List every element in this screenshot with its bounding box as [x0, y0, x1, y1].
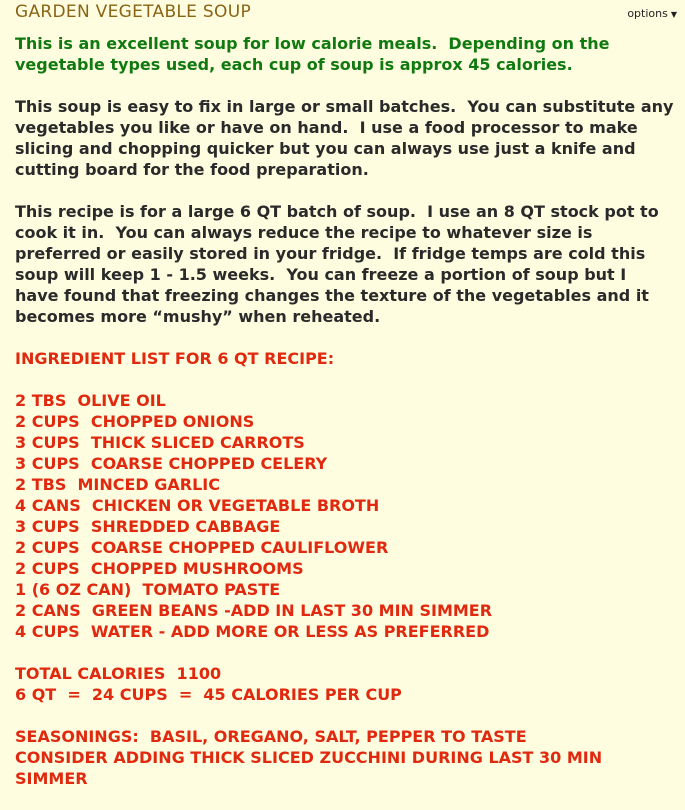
ingredients-heading-block — [15, 348, 680, 369]
ingredient-list — [15, 390, 680, 642]
text-line: preferred or easily stored in your fridge. If fridge temps are cold this — [15, 244, 646, 263]
text-line: This recipe is for a large 6 QT batch of soup. I use an 8 QT stock pot to — [15, 202, 659, 221]
ingredient-item: 3 CUPS COARSE CHOPPED CELERY — [15, 454, 328, 473]
text-line: vegetables you like or have on hand. I use a food processor to make — [15, 118, 638, 137]
page-header — [0, 0, 685, 30]
ingredient-item: 1 (6 OZ CAN) TOMATO PASTE — [15, 580, 281, 599]
ingredient-item: 2 CUPS CHOPPED MUSHROOMS — [15, 559, 304, 578]
batch-paragraph — [15, 96, 680, 180]
calorie-totals — [15, 663, 680, 705]
recipe-size-paragraph — [15, 201, 680, 327]
ingredient-item: 3 CUPS SHREDDED CABBAGE — [15, 517, 281, 536]
text-line: soup will keep 1 - 1.5 weeks. You can freeze a portion of soup but I — [15, 265, 627, 284]
text-line: becomes more “mushy” when reheated. — [15, 307, 381, 326]
options-menu[interactable] — [627, 7, 677, 20]
seasonings-line: SEASONINGS: BASIL, OREGANO, SALT, PEPPER TO TASTE — [15, 727, 527, 746]
ingredient-item: 4 CANS CHICKEN OR VEGETABLE BROTH — [15, 496, 380, 515]
total-calories: TOTAL CALORIES 1100 — [15, 664, 222, 683]
ingredient-item: 2 TBS MINCED GARLIC — [15, 475, 220, 494]
ingredient-item: 2 TBS OLIVE OIL — [15, 391, 166, 410]
ingredient-item: 2 CANS GREEN BEANS -ADD IN LAST 30 MIN SIMMER — [15, 601, 493, 620]
ingredient-item: 4 CUPS WATER - ADD MORE OR LESS AS PREFERRED — [15, 622, 490, 641]
ingredients-heading: INGREDIENT LIST FOR 6 QT RECIPE: — [15, 349, 335, 368]
recipe-content — [15, 33, 680, 810]
calories-per-cup: 6 QT = 24 CUPS = 45 CALORIES PER CUP — [15, 685, 402, 704]
text-line: vegetable types used, each cup of soup is approx 45 calories. — [15, 55, 573, 74]
text-line: have found that freezing changes the texture of the vegetables and it — [15, 286, 649, 305]
ingredient-item: 2 CUPS CHOPPED ONIONS — [15, 412, 255, 431]
text-line: This soup is easy to fix in large or small batches. You can substitute any — [15, 97, 674, 116]
seasonings-line: CONSIDER ADDING THICK SLICED ZUCCHINI DURING LAST 30 MIN — [15, 748, 603, 767]
page-title: GARDEN VEGETABLE SOUP — [15, 2, 251, 22]
caret-down-icon: ▼ — [670, 10, 677, 19]
intro-paragraph — [15, 33, 680, 75]
text-line: cook it in. You can always reduce the recipe to whatever size is — [15, 223, 593, 242]
text-line: This is an excellent soup for low calorie meals. Depending on the — [15, 34, 610, 53]
options-label: options — [627, 7, 668, 20]
text-line: cutting board for the food preparation. — [15, 160, 369, 179]
ingredient-item: 2 CUPS COARSE CHOPPED CAULIFLOWER — [15, 538, 389, 557]
ingredient-item: 3 CUPS THICK SLICED CARROTS — [15, 433, 305, 452]
text-line: slicing and chopping quicker but you can always use just a knife and — [15, 139, 636, 158]
seasonings-line: SIMMER — [15, 769, 88, 788]
seasonings-block — [15, 726, 680, 789]
